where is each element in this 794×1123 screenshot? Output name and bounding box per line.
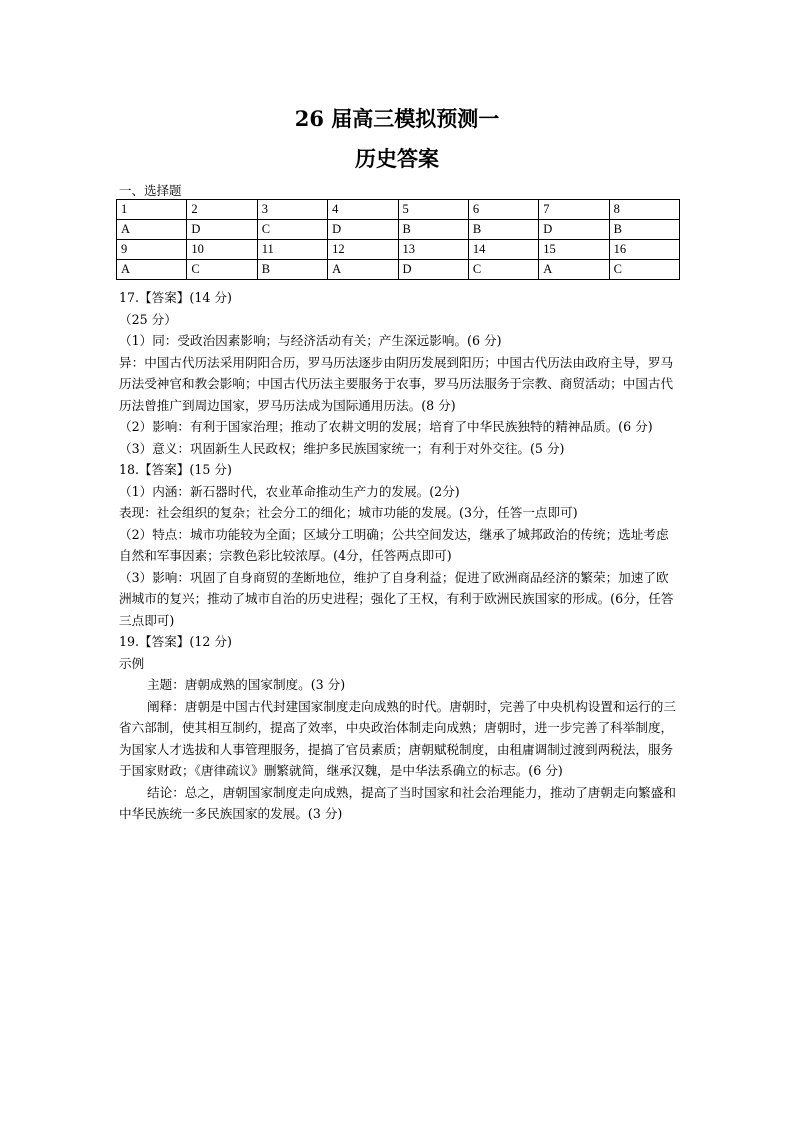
q17-line: （2）影响：有利于国家治理；推动了农耕文明的发展；培育了中华民族独特的精神品质。(6 分) [119, 419, 653, 434]
table-row [117, 260, 680, 280]
table-cell: B [398, 220, 468, 240]
table-cell: A [539, 260, 609, 280]
table-cell: C [257, 220, 327, 240]
q19-line: 结论：总之，唐朝国家制度走向成熟，提高了当时国家和社会治理能力，推动了唐朝走向繁盛和中华民族统一多民族国家的发展。(3 分) [119, 784, 676, 821]
table-cell: C [609, 260, 679, 280]
table-cell: 14 [468, 240, 538, 260]
table-row [117, 220, 680, 240]
q17-line: （1）同：受政治因素影响；与经济活动有关；产生深远影响。(6 分) [119, 333, 502, 348]
table-cell: 7 [539, 200, 609, 220]
q17-line: （25 分） [119, 311, 177, 327]
section-heading-choice: 一、选择题 [119, 183, 182, 198]
table-cell: 8 [609, 200, 679, 220]
table-cell: 11 [257, 240, 327, 260]
q18-line: （2）特点：城市功能较为全面；区域分工明确；公共空间发达，继承了城邦政治的传统；选址考虑自然和军事因素；宗教色彩比较浓厚。(4分，任答两点即可) [119, 526, 669, 563]
table-cell: D [328, 220, 398, 240]
page-title: 26 届高三模拟预测一 [294, 106, 500, 131]
q18-line: （3）影响：巩固了自身商贸的垄断地位，维护了自身利益；促进了欧洲商品经济的繁荣；加速了欧洲城市的复兴；推动了城市自治的历史进程；强化了王权，有利于欧洲民族国家的形成。(6分，任答三点即可) [119, 569, 674, 628]
q18-line: 表现：社会组织的复杂；社会分工的细化；城市功能的发展。(3分，任答一点即可) [119, 505, 578, 520]
table-cell: 1 [117, 200, 187, 220]
q19-line: 示例 [119, 655, 145, 671]
table-cell: 10 [187, 240, 257, 260]
table-cell: D [398, 260, 468, 280]
table-cell: A [328, 260, 398, 280]
q17-line: （3）意义：巩固新生人民政权；维护多民族国家统一；有利于对外交往。(5 分) [119, 440, 565, 456]
table-cell: 16 [609, 240, 679, 260]
table-row [117, 200, 680, 220]
table-cell: 5 [398, 200, 468, 220]
q17-header: 17.【答案】(14 分) [119, 290, 232, 305]
table-cell: 3 [257, 200, 327, 220]
table-cell: D [539, 220, 609, 240]
table-cell: 13 [398, 240, 468, 260]
q18-line: （1）内涵：新石器时代，农业革命推动生产力的发展。(2分) [119, 483, 460, 499]
table-cell: 9 [117, 240, 187, 260]
page-subtitle: 历史答案 [355, 146, 439, 171]
q18-header: 18.【答案】(15 分) [119, 462, 232, 477]
q19-line: 阐释：唐朝是中国古代封建国家制度走向成熟的时代。唐朝时，完善了中央机构设置和运行的三省六部制，使其相互制约，提高了效率，中央政治体制走向成熟；唐朝时，进一步完善了科举制度，为国家人才选拔和人事管理服务，提搞了官员素质；唐朝赋税制度，由租庸调制过渡到两税法，服务于国家财政；《唐律疏议》删繁就简，继承汉魏，是中华法系确立的标志。(6 分) [119, 698, 676, 778]
answer-table [116, 199, 680, 280]
q19-line: 主题：唐朝成熟的国家制度。(3 分) [147, 677, 346, 692]
q17-line: 异：中国古代历法采用阴阳合历，罗马历法逐步由阴历发展到阳历；中国古代历法由政府主导，罗马历法受神官和教会影响；中国古代历法主要服务于农事，罗马历法服务于宗教、商贸活动；中国古代历法曾推广到周边国家，罗马历法成为国际通用历法。(8 分) [119, 354, 674, 413]
table-row [117, 240, 680, 260]
answer-body [119, 287, 679, 825]
table-cell: C [187, 260, 257, 280]
table-cell: A [117, 220, 187, 240]
table-cell: 12 [328, 240, 398, 260]
q19-header: 19.【答案】(12 分) [119, 634, 232, 649]
table-cell: D [187, 220, 257, 240]
table-cell: C [468, 260, 538, 280]
table-cell: B [609, 220, 679, 240]
table-cell: B [257, 260, 327, 280]
table-cell: A [117, 260, 187, 280]
table-cell: 15 [539, 240, 609, 260]
table-cell: B [468, 220, 538, 240]
table-cell: 2 [187, 200, 257, 220]
table-cell: 4 [328, 200, 398, 220]
table-cell: 6 [468, 200, 538, 220]
